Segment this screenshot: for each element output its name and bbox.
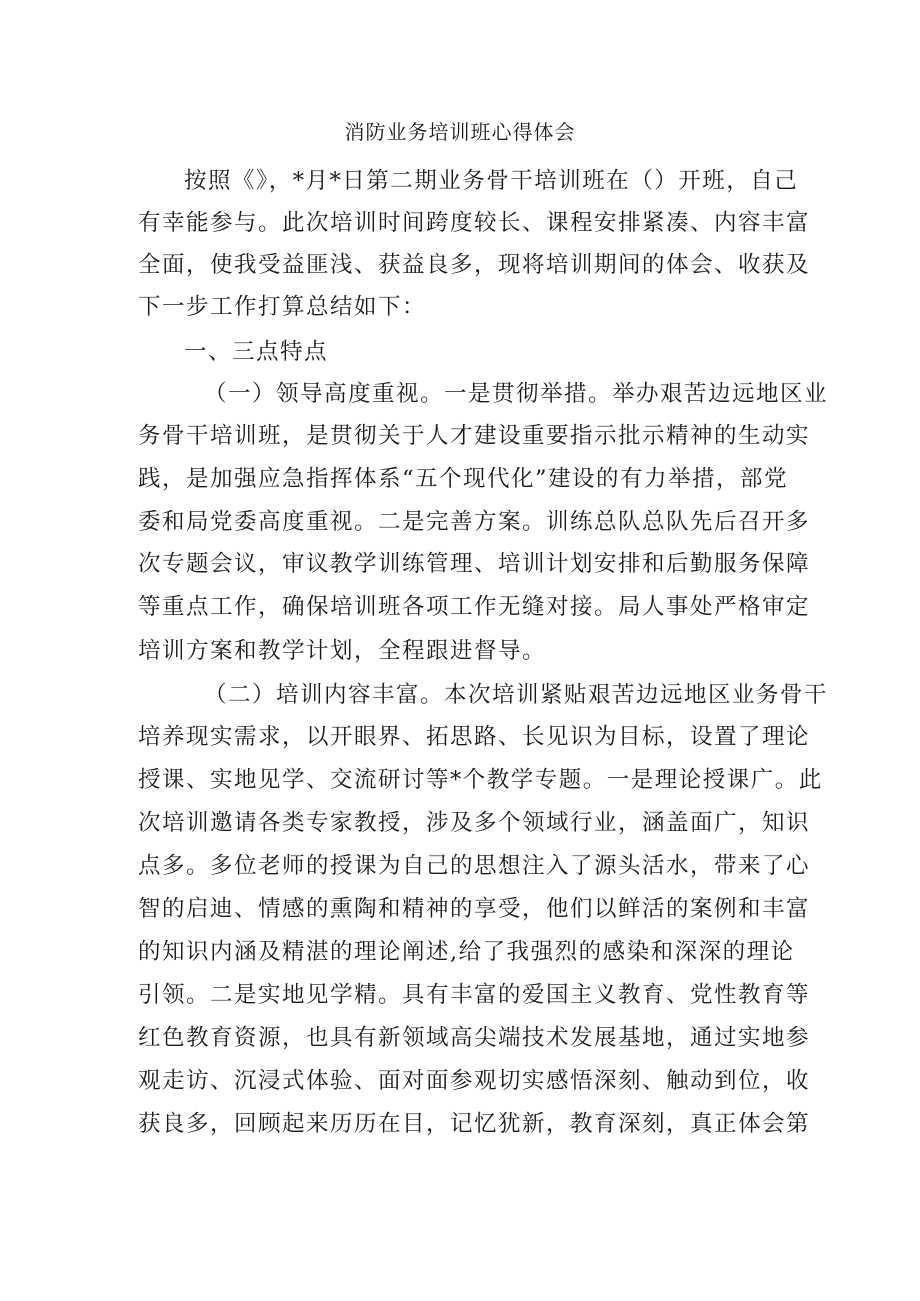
paragraph-line: 引领。二是实地见学精。具有丰富的爱国主义教育、党性教育等	[138, 982, 811, 1008]
paragraph-line: 观走访、沉浸式体验、面对面参观切实感悟深刻、触动到位，收	[138, 1068, 811, 1094]
section-heading: 一、三点特点	[184, 339, 329, 365]
paragraph-line: 的知识内涵及精湛的理论阐述,给了我强烈的感染和深深的理论	[138, 939, 795, 965]
paragraph-line: （一）领导高度重视。一是贯彻举措。举办艰苦边远地区业	[204, 381, 829, 407]
paragraph-line: 全面，使我受益匪浅、获益良多，现将培训期间的体会、收获及	[138, 252, 811, 278]
paragraph-line: 委和局党委高度重视。二是完善方案。训练总队总队先后召开多	[138, 509, 811, 535]
paragraph-line: 培训方案和教学计划，全程跟进督导。	[138, 638, 547, 664]
paragraph-line: 下一步工作打算总结如下：	[138, 294, 427, 320]
paragraph-line: 获良多，回顾起来历历在目，记忆犹新，教育深刻，真正体会第	[138, 1111, 811, 1137]
paragraph-line: 培养现实需求，以开眼界、拓思路、长见识为目标，设置了理论	[138, 724, 811, 750]
document-title: 消防业务培训班心得体会	[344, 120, 576, 144]
paragraph-line: 次培训邀请各类专家教授，涉及多个领域行业，涵盖面广，知识	[138, 810, 811, 836]
paragraph-line: 践，是加强应急指挥体系“五个现代化”建设的有力举措，部党	[138, 466, 789, 492]
paragraph-line: 次专题会议，审议教学训练管理、培训计划安排和后勤服务保障	[138, 551, 811, 577]
paragraph-line: 务骨干培训班，是贯彻关于人才建设重要指示批示精神的生动实	[138, 423, 811, 449]
paragraph-line: 授课、实地见学、交流研讨等*个教学专题。一是理论授课广。此	[138, 767, 823, 793]
paragraph-line: （二）培训内容丰富。本次培训紧贴艰苦边远地区业务骨干	[204, 682, 829, 708]
paragraph-line: 点多。多位老师的授课为自己的思想注入了源头活水，带来了心	[138, 853, 811, 879]
paragraph-line: 等重点工作，确保培训班各项工作无缝对接。局人事处严格审定	[138, 594, 811, 620]
paragraph-line: 智的启迪、情感的熏陶和精神的享受，他们以鲜活的案例和丰富	[138, 896, 811, 922]
paragraph-line: 按照《》，*月*日第二期业务骨干培训班在（）开班，自己	[184, 168, 799, 194]
paragraph-line: 红色教育资源，也具有新领域高尖端技术发展基地，通过实地参	[138, 1025, 811, 1051]
paragraph-line: 有幸能参与。此次培训时间跨度较长、课程安排紧凑、内容丰富	[138, 210, 811, 236]
